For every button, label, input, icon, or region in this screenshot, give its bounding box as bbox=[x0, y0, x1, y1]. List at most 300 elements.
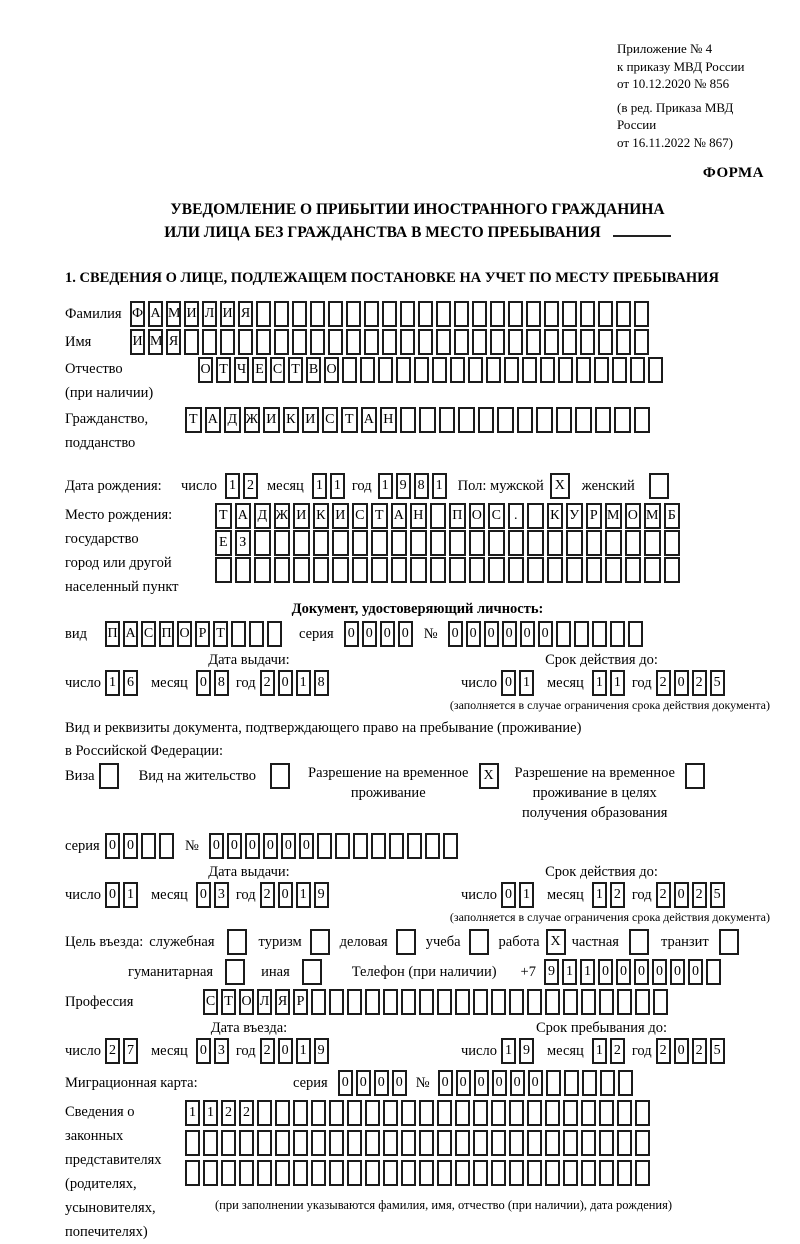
form-cell[interactable]: 8 bbox=[314, 670, 329, 696]
form-cell[interactable] bbox=[274, 301, 289, 327]
form-cell[interactable] bbox=[332, 557, 349, 583]
form-cell[interactable] bbox=[400, 329, 415, 355]
title-blank-field[interactable] bbox=[613, 221, 671, 237]
form-cell[interactable]: 2 bbox=[692, 882, 707, 908]
form-cell[interactable] bbox=[436, 301, 451, 327]
form-cell[interactable] bbox=[522, 357, 537, 383]
form-cell[interactable] bbox=[436, 329, 451, 355]
form-cell[interactable] bbox=[401, 1130, 416, 1156]
form-cell[interactable] bbox=[185, 1160, 200, 1186]
form-cell[interactable] bbox=[544, 329, 559, 355]
form-cell[interactable] bbox=[449, 557, 466, 583]
form-cell[interactable] bbox=[546, 1070, 561, 1096]
form-cell[interactable]: 0 bbox=[448, 621, 463, 647]
form-cell[interactable]: 0 bbox=[492, 1070, 507, 1096]
form-cell[interactable] bbox=[586, 530, 603, 556]
form-cell[interactable] bbox=[418, 301, 433, 327]
form-cell[interactable]: 2 bbox=[243, 473, 258, 499]
form-cell[interactable]: П bbox=[449, 503, 466, 529]
form-cell[interactable] bbox=[220, 329, 235, 355]
form-cell[interactable]: 1 bbox=[312, 473, 327, 499]
form-cell[interactable] bbox=[365, 989, 380, 1015]
residence-permit-checkbox[interactable] bbox=[270, 763, 290, 789]
form-cell[interactable]: А bbox=[205, 407, 222, 433]
form-cell[interactable] bbox=[353, 833, 368, 859]
form-cell[interactable]: Л bbox=[202, 301, 217, 327]
form-cell[interactable] bbox=[419, 1160, 434, 1186]
form-cell[interactable] bbox=[635, 1100, 650, 1126]
form-cell[interactable]: 8 bbox=[214, 670, 229, 696]
document-series-cells[interactable] bbox=[344, 621, 416, 647]
form-cell[interactable] bbox=[517, 407, 534, 433]
form-cell[interactable] bbox=[599, 1160, 614, 1186]
form-cell[interactable]: И bbox=[263, 407, 280, 433]
form-cell[interactable]: 1 bbox=[432, 473, 447, 499]
form-cell[interactable] bbox=[509, 1100, 524, 1126]
form-cell[interactable] bbox=[491, 1130, 506, 1156]
form-cell[interactable]: 0 bbox=[299, 833, 314, 859]
form-cell[interactable] bbox=[419, 989, 434, 1015]
form-cell[interactable]: А bbox=[123, 621, 138, 647]
form-cell[interactable] bbox=[653, 989, 668, 1015]
birth-place-row1-cells[interactable] bbox=[215, 503, 683, 529]
sex-female-checkbox[interactable] bbox=[649, 473, 669, 499]
form-cell[interactable] bbox=[563, 1160, 578, 1186]
form-cell[interactable]: Б bbox=[664, 503, 681, 529]
form-cell[interactable] bbox=[254, 557, 271, 583]
form-cell[interactable] bbox=[238, 329, 253, 355]
form-cell[interactable]: 0 bbox=[474, 1070, 489, 1096]
form-cell[interactable]: 0 bbox=[520, 621, 535, 647]
form-cell[interactable] bbox=[347, 989, 362, 1015]
form-cell[interactable]: 5 bbox=[710, 882, 725, 908]
form-cell[interactable] bbox=[544, 301, 559, 327]
form-cell[interactable] bbox=[256, 301, 271, 327]
birth-month-cells[interactable] bbox=[312, 473, 348, 499]
form-cell[interactable] bbox=[311, 1100, 326, 1126]
form-cell[interactable] bbox=[293, 1100, 308, 1126]
form-cell[interactable]: 1 bbox=[105, 670, 120, 696]
form-cell[interactable]: 9 bbox=[314, 1038, 329, 1064]
form-cell[interactable] bbox=[614, 407, 631, 433]
form-cell[interactable]: 0 bbox=[227, 833, 242, 859]
form-cell[interactable]: Я bbox=[238, 301, 253, 327]
form-cell[interactable]: 0 bbox=[501, 882, 516, 908]
patronymic-cells[interactable] bbox=[198, 357, 666, 383]
purpose-official-checkbox[interactable] bbox=[227, 929, 247, 955]
form-cell[interactable] bbox=[558, 357, 573, 383]
form-cell[interactable] bbox=[365, 1160, 380, 1186]
form-cell[interactable] bbox=[310, 301, 325, 327]
form-cell[interactable] bbox=[389, 833, 404, 859]
form-cell[interactable]: 0 bbox=[362, 621, 377, 647]
form-cell[interactable]: Е bbox=[215, 530, 232, 556]
form-cell[interactable]: 2 bbox=[692, 670, 707, 696]
form-cell[interactable]: 0 bbox=[196, 670, 211, 696]
form-cell[interactable] bbox=[592, 621, 607, 647]
form-cell[interactable]: 2 bbox=[656, 670, 671, 696]
form-cell[interactable] bbox=[509, 989, 524, 1015]
form-cell[interactable] bbox=[292, 301, 307, 327]
form-cell[interactable]: 0 bbox=[674, 1038, 689, 1064]
document-number-cells[interactable] bbox=[448, 621, 646, 647]
form-cell[interactable] bbox=[644, 557, 661, 583]
form-cell[interactable]: С bbox=[203, 989, 218, 1015]
form-cell[interactable]: П bbox=[159, 621, 174, 647]
form-cell[interactable] bbox=[159, 833, 174, 859]
form-cell[interactable] bbox=[391, 557, 408, 583]
representatives-row2-cells[interactable] bbox=[185, 1130, 672, 1156]
form-cell[interactable]: О bbox=[239, 989, 254, 1015]
form-cell[interactable] bbox=[648, 357, 663, 383]
form-cell[interactable]: О bbox=[625, 503, 642, 529]
form-cell[interactable] bbox=[382, 301, 397, 327]
form-cell[interactable] bbox=[256, 329, 271, 355]
form-cell[interactable]: О bbox=[198, 357, 213, 383]
form-cell[interactable] bbox=[449, 530, 466, 556]
form-cell[interactable]: 0 bbox=[356, 1070, 371, 1096]
form-cell[interactable] bbox=[478, 407, 495, 433]
form-cell[interactable]: Р bbox=[586, 503, 603, 529]
form-cell[interactable]: С bbox=[352, 503, 369, 529]
form-cell[interactable] bbox=[562, 301, 577, 327]
birth-year-cells[interactable] bbox=[378, 473, 450, 499]
form-cell[interactable] bbox=[257, 1130, 272, 1156]
form-cell[interactable] bbox=[598, 329, 613, 355]
sex-male-checkbox[interactable]: X bbox=[550, 473, 570, 499]
form-cell[interactable] bbox=[401, 989, 416, 1015]
form-cell[interactable]: 2 bbox=[610, 882, 625, 908]
document-kind-cells[interactable] bbox=[105, 621, 285, 647]
form-cell[interactable] bbox=[450, 357, 465, 383]
form-cell[interactable]: Я bbox=[166, 329, 181, 355]
form-cell[interactable] bbox=[313, 557, 330, 583]
form-cell[interactable] bbox=[605, 557, 622, 583]
form-cell[interactable] bbox=[437, 1130, 452, 1156]
form-cell[interactable] bbox=[352, 557, 369, 583]
form-cell[interactable]: С bbox=[141, 621, 156, 647]
form-cell[interactable]: 1 bbox=[501, 1038, 516, 1064]
form-cell[interactable]: 9 bbox=[544, 959, 559, 985]
form-cell[interactable]: В bbox=[306, 357, 321, 383]
form-cell[interactable]: 0 bbox=[688, 959, 703, 985]
form-cell[interactable]: С bbox=[270, 357, 285, 383]
form-cell[interactable]: 1 bbox=[592, 1038, 607, 1064]
form-cell[interactable] bbox=[454, 301, 469, 327]
form-cell[interactable] bbox=[360, 357, 375, 383]
form-cell[interactable] bbox=[599, 1100, 614, 1126]
form-cell[interactable]: 0 bbox=[196, 1038, 211, 1064]
form-cell[interactable]: 0 bbox=[105, 882, 120, 908]
form-cell[interactable]: 0 bbox=[245, 833, 260, 859]
form-cell[interactable] bbox=[313, 530, 330, 556]
form-cell[interactable] bbox=[625, 557, 642, 583]
form-cell[interactable] bbox=[342, 357, 357, 383]
birth-place-row3-cells[interactable] bbox=[215, 557, 683, 583]
form-cell[interactable]: А bbox=[391, 503, 408, 529]
form-cell[interactable] bbox=[141, 833, 156, 859]
form-cell[interactable] bbox=[486, 357, 501, 383]
identity-issue-month-cells[interactable] bbox=[196, 670, 232, 696]
birth-day-cells[interactable] bbox=[225, 473, 261, 499]
identity-issue-year-cells[interactable] bbox=[260, 670, 332, 696]
form-cell[interactable] bbox=[419, 1100, 434, 1126]
form-cell[interactable] bbox=[490, 301, 505, 327]
form-cell[interactable]: С bbox=[488, 503, 505, 529]
form-cell[interactable]: 0 bbox=[380, 621, 395, 647]
form-cell[interactable] bbox=[430, 530, 447, 556]
form-cell[interactable] bbox=[527, 557, 544, 583]
form-cell[interactable] bbox=[203, 1130, 218, 1156]
visa-checkbox[interactable] bbox=[99, 763, 119, 789]
form-cell[interactable]: 8 bbox=[414, 473, 429, 499]
form-cell[interactable]: Т bbox=[185, 407, 202, 433]
form-cell[interactable] bbox=[257, 1160, 272, 1186]
form-cell[interactable]: 1 bbox=[592, 670, 607, 696]
form-cell[interactable] bbox=[432, 357, 447, 383]
entry-year-cells[interactable] bbox=[260, 1038, 332, 1064]
form-cell[interactable]: 0 bbox=[263, 833, 278, 859]
residence-valid-day-cells[interactable] bbox=[501, 882, 537, 908]
form-cell[interactable] bbox=[293, 530, 310, 556]
form-cell[interactable] bbox=[509, 1160, 524, 1186]
form-cell[interactable] bbox=[580, 329, 595, 355]
form-cell[interactable] bbox=[473, 1100, 488, 1126]
form-cell[interactable] bbox=[599, 1130, 614, 1156]
form-cell[interactable] bbox=[488, 557, 505, 583]
form-cell[interactable]: 3 bbox=[214, 882, 229, 908]
form-cell[interactable] bbox=[311, 989, 326, 1015]
form-cell[interactable]: З bbox=[235, 530, 252, 556]
form-cell[interactable]: 0 bbox=[456, 1070, 471, 1096]
form-cell[interactable]: М bbox=[644, 503, 661, 529]
form-cell[interactable] bbox=[383, 1160, 398, 1186]
form-cell[interactable] bbox=[586, 557, 603, 583]
form-cell[interactable]: Ф bbox=[130, 301, 145, 327]
form-cell[interactable]: Т bbox=[213, 621, 228, 647]
form-cell[interactable] bbox=[617, 1160, 632, 1186]
form-cell[interactable]: 2 bbox=[260, 1038, 275, 1064]
form-cell[interactable] bbox=[574, 621, 589, 647]
form-cell[interactable] bbox=[410, 530, 427, 556]
form-cell[interactable] bbox=[407, 833, 422, 859]
form-cell[interactable] bbox=[443, 833, 458, 859]
form-cell[interactable] bbox=[582, 1070, 597, 1096]
form-cell[interactable] bbox=[598, 301, 613, 327]
form-cell[interactable] bbox=[635, 989, 650, 1015]
form-cell[interactable] bbox=[437, 989, 452, 1015]
form-cell[interactable] bbox=[556, 407, 573, 433]
form-cell[interactable] bbox=[249, 621, 264, 647]
form-cell[interactable] bbox=[491, 989, 506, 1015]
form-cell[interactable]: Н bbox=[410, 503, 427, 529]
form-cell[interactable] bbox=[527, 1100, 542, 1126]
form-cell[interactable] bbox=[509, 1130, 524, 1156]
form-cell[interactable]: 0 bbox=[674, 882, 689, 908]
form-cell[interactable]: 0 bbox=[338, 1070, 353, 1096]
form-cell[interactable] bbox=[581, 1100, 596, 1126]
form-cell[interactable]: И bbox=[293, 503, 310, 529]
migration-card-series-cells[interactable] bbox=[338, 1070, 410, 1096]
form-cell[interactable] bbox=[400, 301, 415, 327]
form-cell[interactable] bbox=[473, 1130, 488, 1156]
form-cell[interactable] bbox=[365, 1100, 380, 1126]
form-cell[interactable] bbox=[563, 989, 578, 1015]
form-cell[interactable]: Р bbox=[195, 621, 210, 647]
form-cell[interactable] bbox=[562, 329, 577, 355]
purpose-private-checkbox[interactable] bbox=[629, 929, 649, 955]
form-cell[interactable]: Е bbox=[252, 357, 267, 383]
form-cell[interactable] bbox=[634, 301, 649, 327]
form-cell[interactable]: 0 bbox=[528, 1070, 543, 1096]
form-cell[interactable] bbox=[185, 1130, 200, 1156]
form-cell[interactable] bbox=[425, 833, 440, 859]
form-cell[interactable]: 1 bbox=[592, 882, 607, 908]
purpose-humanitarian-checkbox[interactable] bbox=[225, 959, 245, 985]
citizenship-cells[interactable] bbox=[185, 407, 653, 433]
form-cell[interactable] bbox=[292, 329, 307, 355]
form-cell[interactable]: 7 bbox=[123, 1038, 138, 1064]
form-cell[interactable] bbox=[473, 989, 488, 1015]
form-cell[interactable] bbox=[293, 1160, 308, 1186]
form-cell[interactable] bbox=[628, 621, 643, 647]
form-cell[interactable]: И bbox=[332, 503, 349, 529]
form-cell[interactable] bbox=[346, 301, 361, 327]
form-cell[interactable]: 2 bbox=[610, 1038, 625, 1064]
form-cell[interactable] bbox=[371, 833, 386, 859]
form-cell[interactable]: 1 bbox=[519, 670, 534, 696]
temporary-residence-checkbox[interactable]: X bbox=[479, 763, 499, 789]
form-cell[interactable]: Т bbox=[216, 357, 231, 383]
form-cell[interactable]: 1 bbox=[330, 473, 345, 499]
form-cell[interactable]: Т bbox=[341, 407, 358, 433]
form-cell[interactable] bbox=[346, 329, 361, 355]
form-cell[interactable] bbox=[491, 1100, 506, 1126]
form-cell[interactable] bbox=[566, 530, 583, 556]
form-cell[interactable] bbox=[454, 329, 469, 355]
form-cell[interactable] bbox=[221, 1160, 236, 1186]
form-cell[interactable]: 0 bbox=[196, 882, 211, 908]
form-cell[interactable] bbox=[556, 621, 571, 647]
form-cell[interactable] bbox=[365, 1130, 380, 1156]
form-cell[interactable]: 2 bbox=[656, 882, 671, 908]
form-cell[interactable] bbox=[400, 407, 417, 433]
form-cell[interactable] bbox=[490, 329, 505, 355]
form-cell[interactable]: Д bbox=[254, 503, 271, 529]
form-cell[interactable] bbox=[335, 833, 350, 859]
form-cell[interactable] bbox=[580, 301, 595, 327]
form-cell[interactable] bbox=[235, 557, 252, 583]
form-cell[interactable]: 1 bbox=[296, 882, 311, 908]
form-cell[interactable] bbox=[610, 621, 625, 647]
form-cell[interactable]: 0 bbox=[278, 670, 293, 696]
form-cell[interactable]: 0 bbox=[392, 1070, 407, 1096]
form-cell[interactable] bbox=[473, 1160, 488, 1186]
birth-place-row2-cells[interactable] bbox=[215, 530, 683, 556]
form-cell[interactable] bbox=[547, 557, 564, 583]
form-cell[interactable]: Т bbox=[215, 503, 232, 529]
form-cell[interactable] bbox=[575, 407, 592, 433]
form-cell[interactable]: К bbox=[547, 503, 564, 529]
form-cell[interactable] bbox=[274, 329, 289, 355]
form-cell[interactable] bbox=[430, 557, 447, 583]
given-name-cells[interactable] bbox=[130, 329, 652, 355]
form-cell[interactable]: 9 bbox=[396, 473, 411, 499]
form-cell[interactable]: Л bbox=[257, 989, 272, 1015]
form-cell[interactable] bbox=[329, 989, 344, 1015]
form-cell[interactable]: 1 bbox=[123, 882, 138, 908]
form-cell[interactable]: Ж bbox=[274, 503, 291, 529]
form-cell[interactable] bbox=[184, 329, 199, 355]
temporary-residence-education-checkbox[interactable] bbox=[685, 763, 705, 789]
form-cell[interactable]: А bbox=[148, 301, 163, 327]
purpose-other-checkbox[interactable] bbox=[302, 959, 322, 985]
form-cell[interactable] bbox=[612, 357, 627, 383]
form-cell[interactable] bbox=[491, 1160, 506, 1186]
form-cell[interactable] bbox=[329, 1130, 344, 1156]
form-cell[interactable] bbox=[635, 1130, 650, 1156]
form-cell[interactable] bbox=[581, 1160, 596, 1186]
form-cell[interactable]: 1 bbox=[519, 882, 534, 908]
form-cell[interactable] bbox=[508, 530, 525, 556]
form-cell[interactable] bbox=[391, 530, 408, 556]
form-cell[interactable] bbox=[644, 530, 661, 556]
identity-valid-month-cells[interactable] bbox=[592, 670, 628, 696]
residence-number-cells[interactable] bbox=[209, 833, 461, 859]
profession-cells[interactable] bbox=[203, 989, 671, 1015]
form-cell[interactable] bbox=[545, 1130, 560, 1156]
form-cell[interactable]: 1 bbox=[610, 670, 625, 696]
form-cell[interactable] bbox=[630, 357, 645, 383]
form-cell[interactable]: Д bbox=[224, 407, 241, 433]
form-cell[interactable] bbox=[594, 357, 609, 383]
form-cell[interactable] bbox=[472, 301, 487, 327]
form-cell[interactable] bbox=[605, 530, 622, 556]
form-cell[interactable] bbox=[419, 407, 436, 433]
form-cell[interactable] bbox=[625, 530, 642, 556]
form-cell[interactable] bbox=[599, 989, 614, 1015]
form-cell[interactable] bbox=[274, 530, 291, 556]
residence-series-cells[interactable] bbox=[105, 833, 177, 859]
form-cell[interactable] bbox=[328, 329, 343, 355]
form-cell[interactable] bbox=[364, 301, 379, 327]
form-cell[interactable] bbox=[455, 1160, 470, 1186]
form-cell[interactable] bbox=[458, 407, 475, 433]
form-cell[interactable] bbox=[469, 557, 486, 583]
form-cell[interactable]: 0 bbox=[501, 670, 516, 696]
residence-valid-year-cells[interactable] bbox=[656, 882, 728, 908]
form-cell[interactable] bbox=[581, 989, 596, 1015]
form-cell[interactable]: 0 bbox=[278, 882, 293, 908]
form-cell[interactable] bbox=[472, 329, 487, 355]
phone-cells[interactable] bbox=[544, 959, 724, 985]
purpose-tourism-checkbox[interactable] bbox=[310, 929, 330, 955]
form-cell[interactable]: А bbox=[361, 407, 378, 433]
form-cell[interactable] bbox=[488, 530, 505, 556]
form-cell[interactable]: 2 bbox=[656, 1038, 671, 1064]
form-cell[interactable] bbox=[547, 530, 564, 556]
form-cell[interactable]: 0 bbox=[278, 1038, 293, 1064]
form-cell[interactable]: С bbox=[322, 407, 339, 433]
form-cell[interactable]: Ж bbox=[244, 407, 261, 433]
form-cell[interactable]: Т bbox=[371, 503, 388, 529]
form-cell[interactable] bbox=[581, 1130, 596, 1156]
form-cell[interactable] bbox=[600, 1070, 615, 1096]
form-cell[interactable]: 0 bbox=[466, 621, 481, 647]
form-cell[interactable] bbox=[439, 407, 456, 433]
form-cell[interactable] bbox=[455, 989, 470, 1015]
form-cell[interactable] bbox=[254, 530, 271, 556]
